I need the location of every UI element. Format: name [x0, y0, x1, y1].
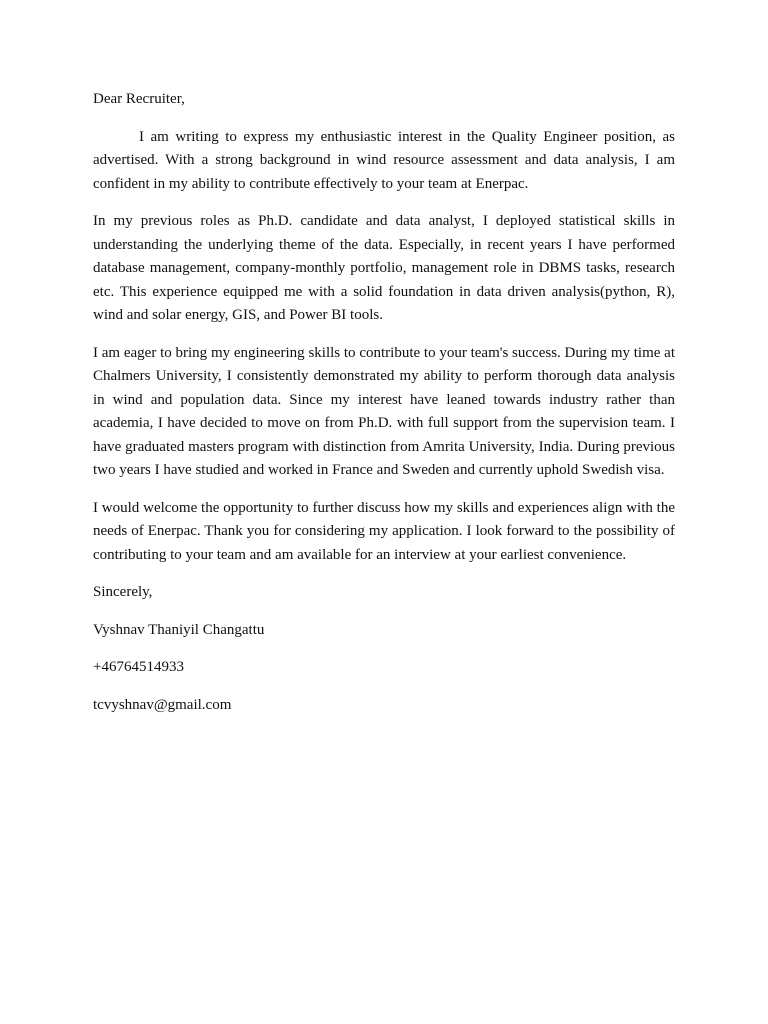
paragraph-intro: I am writing to express my enthusiastic interest in the Quality Engineer position, as advertised. With a strong background in wind resource assessment and data analysis, I am confident in my ability to contribute effectively to your team at Enerpac.	[93, 128, 675, 192]
cover-letter	[93, 88, 675, 717]
paragraph-motivation: I am eager to bring my engineering skills to contribute to your team's success. During my time at Chalmers University, I consistently demonstrated my ability to perform thorough data analysis in wind and population data. Since my interest have leaned towards industry rather than academia, I have decided to move on from Ph.D. with full support from the supervision team. I have graduated masters program with distinction from Amrita University, India. During previous two years I have studied and worked in France and Sweden and currently uphold Swedish visa.	[93, 344, 675, 478]
signature-name: Vyshnav Thaniyil Changattu	[93, 621, 265, 638]
paragraph-closing: I would welcome the opportunity to further discuss how my skills and experiences align with the needs of Enerpac. Thank you for considering my application. I look forward to the possibility of contributing to your team and am available for an interview at your earliest convenience.	[93, 499, 675, 563]
closing: Sincerely,	[93, 584, 153, 600]
paragraph-experience: In my previous roles as Ph.D. candidate and data analyst, I deployed statistical skills in understanding the underlying theme of the data. Especially, in recent years I have performed database management, company-monthly portfolio, management role in DBMS tasks, research etc. This experience equipped me with a solid foundation in data driven analysis(python, R), wind and solar energy, GIS, and Power BI tools.	[93, 213, 675, 323]
email-address: tcvyshnav@gmail.com	[93, 696, 232, 713]
phone-number: +46764514933	[93, 659, 184, 675]
salutation: Dear Recruiter,	[93, 91, 185, 107]
